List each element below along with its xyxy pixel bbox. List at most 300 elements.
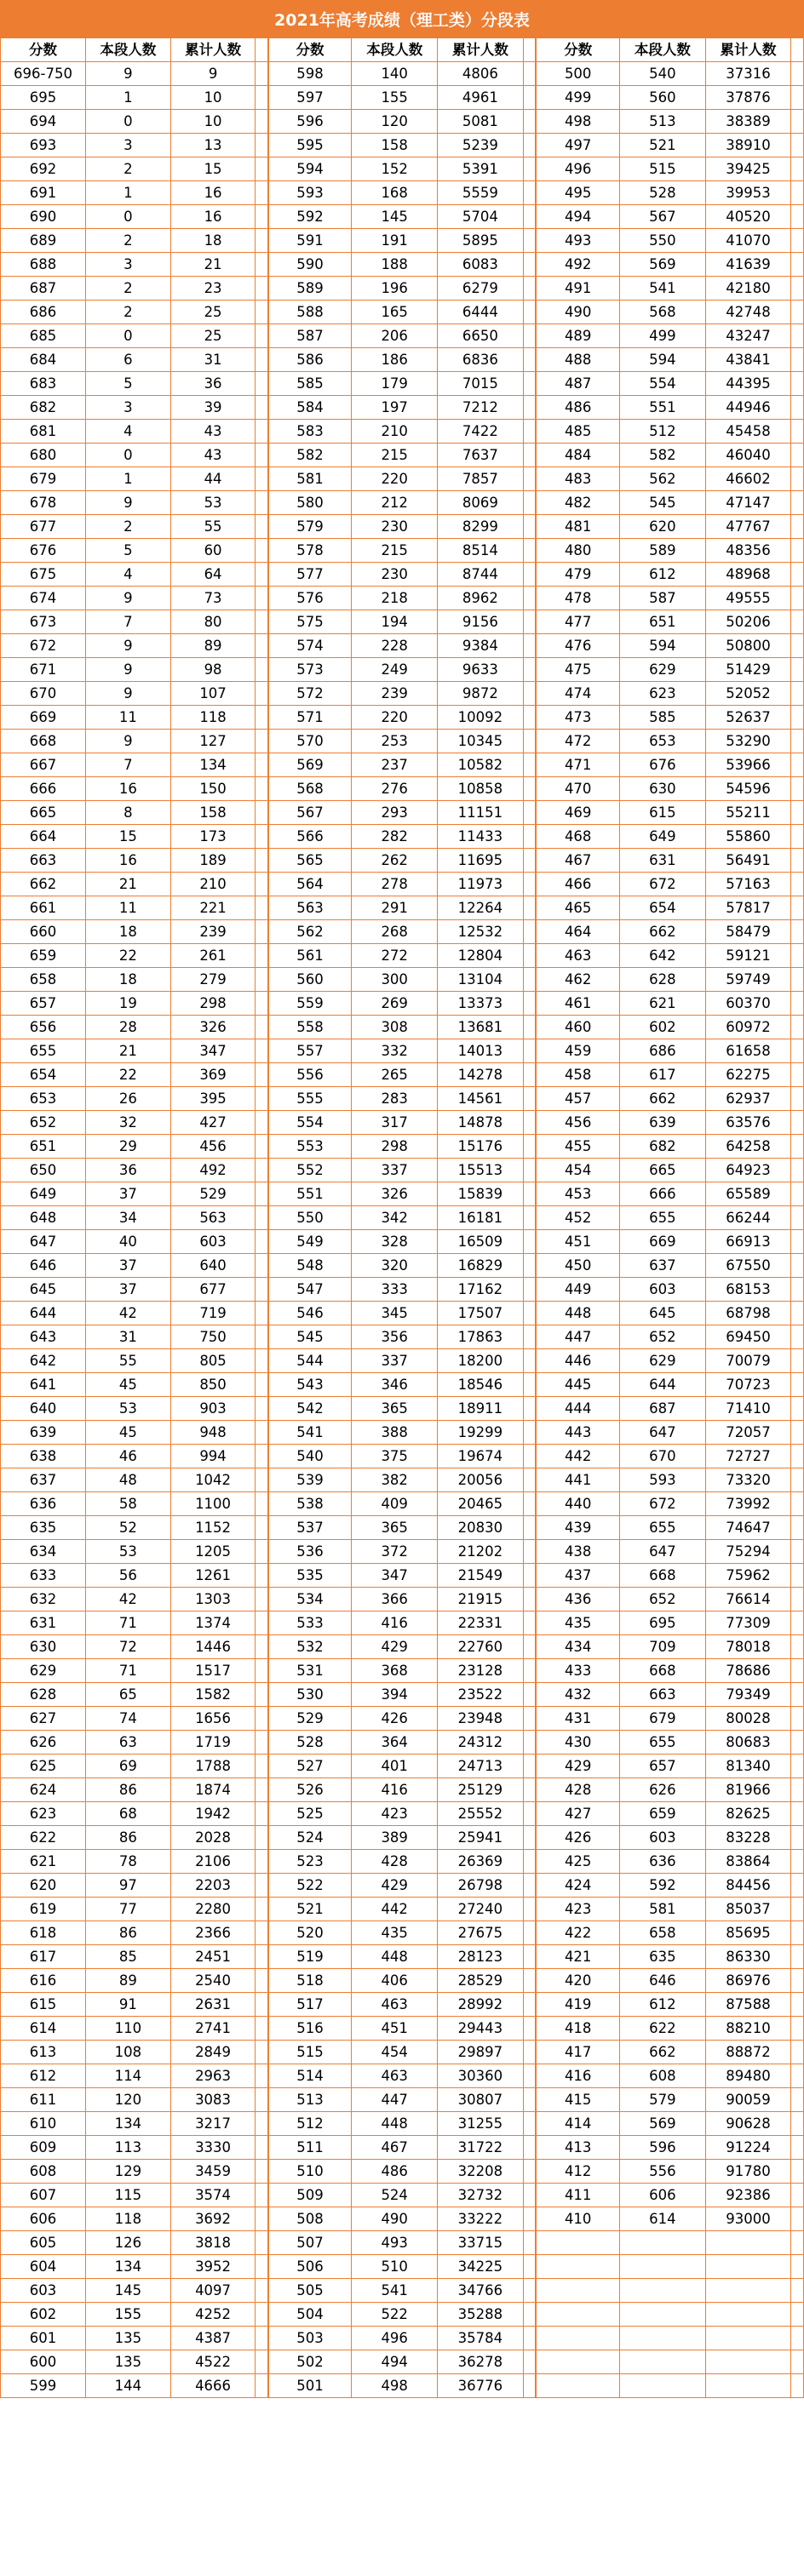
score-cell: 460 [537, 1016, 620, 1039]
score-table-block-1 [0, 37, 268, 2398]
score-cell [537, 2231, 620, 2255]
spacer-cell [256, 896, 267, 920]
table-row [1, 62, 268, 86]
table-row [1, 1016, 268, 1039]
segment-count-cell [620, 2327, 706, 2350]
cumulative-count-cell: 1719 [170, 1731, 256, 1755]
table-row [268, 181, 536, 205]
table-row [268, 1921, 536, 1945]
spacer-cell [256, 1063, 267, 1087]
table-row [1, 444, 268, 467]
score-cell: 507 [268, 2231, 352, 2255]
segment-count-cell: 37 [86, 1278, 171, 1302]
segment-count-cell: 7 [86, 610, 171, 634]
spacer-cell [256, 1230, 267, 1254]
cumulative-count-cell: 21202 [438, 1540, 524, 1564]
segment-count-cell: 36 [86, 1159, 171, 1182]
segment-count-cell: 522 [352, 2303, 438, 2327]
segment-count-cell: 118 [86, 2207, 171, 2231]
segment-count-cell: 4 [86, 563, 171, 587]
table-row [537, 2184, 804, 2207]
spacer-cell [523, 1898, 536, 1921]
spacer-cell [256, 1611, 267, 1635]
score-cell: 477 [537, 610, 620, 634]
score-cell: 485 [537, 420, 620, 444]
spacer-cell [523, 634, 536, 658]
table-row [268, 944, 536, 968]
table-row [1, 1349, 268, 1373]
score-cell [537, 2255, 620, 2279]
cumulative-count-cell: 35784 [438, 2327, 524, 2350]
segment-count-cell: 510 [352, 2255, 438, 2279]
cumulative-count-cell: 456 [170, 1135, 256, 1159]
score-cell: 680 [1, 444, 86, 467]
cumulative-count-cell: 12804 [438, 944, 524, 968]
table-row [1, 2303, 268, 2327]
cumulative-count-cell: 10345 [438, 730, 524, 753]
score-cell: 614 [1, 2017, 86, 2041]
score-cell: 551 [268, 1182, 352, 1206]
spacer-cell [523, 896, 536, 920]
segment-count-cell: 630 [620, 777, 706, 801]
score-cell: 503 [268, 2327, 352, 2350]
score-cell: 444 [537, 1397, 620, 1421]
table-row [268, 992, 536, 1016]
spacer-cell [791, 38, 804, 62]
cumulative-count-cell: 298 [170, 992, 256, 1016]
cumulative-count-cell: 73 [170, 587, 256, 610]
segment-count-cell: 593 [620, 1468, 706, 1492]
table-row [1, 610, 268, 634]
cumulative-count-cell: 16509 [438, 1230, 524, 1254]
segment-count-cell: 347 [352, 1564, 438, 1588]
score-cell: 658 [1, 968, 86, 992]
table-row [537, 920, 804, 944]
segment-count-cell: 18 [86, 920, 171, 944]
cumulative-count-cell: 52052 [705, 682, 791, 706]
spacer-cell [256, 1921, 267, 1945]
spacer-cell [791, 1373, 804, 1397]
cumulative-count-cell: 31255 [438, 2112, 524, 2136]
score-cell: 533 [268, 1611, 352, 1635]
cumulative-count-cell: 15176 [438, 1135, 524, 1159]
spacer-cell [256, 2279, 267, 2303]
spacer-cell [256, 2160, 267, 2184]
spacer-cell [523, 372, 536, 396]
score-cell: 639 [1, 1421, 86, 1445]
column-header: 分数 [268, 38, 352, 62]
table-row [537, 1063, 804, 1087]
table-row [537, 2064, 804, 2088]
spacer-cell [256, 1087, 267, 1111]
segment-count-cell: 120 [86, 2088, 171, 2112]
cumulative-count-cell: 12532 [438, 920, 524, 944]
table-row [537, 610, 804, 634]
table-row [537, 1278, 804, 1302]
cumulative-count-cell: 39425 [705, 157, 791, 181]
cumulative-count-cell [705, 2327, 791, 2350]
table-row [268, 2088, 536, 2112]
spacer-cell [523, 2112, 536, 2136]
table-row [268, 2279, 536, 2303]
score-cell: 538 [268, 1492, 352, 1516]
table-row [537, 1230, 804, 1254]
score-cell: 678 [1, 491, 86, 515]
score-cell: 462 [537, 968, 620, 992]
segment-count-cell: 603 [620, 1826, 706, 1850]
cumulative-count-cell: 1656 [170, 1707, 256, 1731]
score-cell: 612 [1, 2064, 86, 2088]
segment-count-cell: 0 [86, 444, 171, 467]
segment-count-cell: 521 [620, 134, 706, 157]
segment-count-cell: 631 [620, 849, 706, 873]
table-row [268, 1397, 536, 1421]
spacer-cell [791, 1898, 804, 1921]
segment-count-cell: 5 [86, 372, 171, 396]
cumulative-count-cell: 25 [170, 301, 256, 324]
score-table-block-3 [536, 37, 804, 2398]
spacer-cell [791, 86, 804, 110]
score-cell: 481 [537, 515, 620, 539]
segment-count-cell: 594 [620, 634, 706, 658]
segment-count-cell [620, 2231, 706, 2255]
cumulative-count-cell: 83864 [705, 1850, 791, 1874]
spacer-cell [791, 253, 804, 277]
segment-count-cell: 2 [86, 515, 171, 539]
score-cell: 556 [268, 1063, 352, 1087]
spacer-cell [256, 753, 267, 777]
segment-count-cell: 569 [620, 253, 706, 277]
segment-count-cell: 655 [620, 1731, 706, 1755]
segment-count-cell: 463 [352, 2064, 438, 2088]
table-row [1, 467, 268, 491]
table-row [1, 1945, 268, 1969]
score-cell: 501 [268, 2374, 352, 2398]
segment-count-cell: 496 [352, 2327, 438, 2350]
segment-count-cell: 621 [620, 992, 706, 1016]
table-row [268, 753, 536, 777]
spacer-cell [791, 1182, 804, 1206]
spacer-cell [523, 1683, 536, 1707]
spacer-cell [256, 420, 267, 444]
spacer-cell [256, 992, 267, 1016]
segment-count-cell: 658 [620, 1921, 706, 1945]
spacer-cell [523, 1874, 536, 1898]
table-row [537, 205, 804, 229]
score-cell: 690 [1, 205, 86, 229]
score-cell: 661 [1, 896, 86, 920]
cumulative-count-cell: 46040 [705, 444, 791, 467]
segment-count-cell: 644 [620, 1373, 706, 1397]
score-cell: 687 [1, 277, 86, 301]
score-cell: 476 [537, 634, 620, 658]
spacer-cell [256, 2064, 267, 2088]
score-cell: 622 [1, 1826, 86, 1850]
cumulative-count-cell: 2741 [170, 2017, 256, 2041]
table-row [1, 1397, 268, 1421]
table-row [268, 205, 536, 229]
table-row [1, 110, 268, 134]
segment-count-cell: 9 [86, 62, 171, 86]
score-cell: 581 [268, 467, 352, 491]
table-row [537, 825, 804, 849]
segment-count-cell: 300 [352, 968, 438, 992]
spacer-cell [791, 1778, 804, 1802]
table-row [268, 801, 536, 825]
score-cell: 431 [537, 1707, 620, 1731]
segment-count-cell: 695 [620, 1611, 706, 1635]
score-cell [537, 2279, 620, 2303]
score-cell: 660 [1, 920, 86, 944]
cumulative-count-cell: 38389 [705, 110, 791, 134]
spacer-cell [523, 1182, 536, 1206]
spacer-cell [791, 2184, 804, 2207]
table-row [1, 944, 268, 968]
cumulative-count-cell: 5081 [438, 110, 524, 134]
table-row [268, 1159, 536, 1182]
cumulative-count-cell: 2631 [170, 1993, 256, 2017]
cumulative-count-cell: 44395 [705, 372, 791, 396]
cumulative-count-cell: 17507 [438, 1302, 524, 1325]
segment-count-cell: 512 [620, 420, 706, 444]
spacer-cell [523, 1755, 536, 1778]
spacer-cell [523, 348, 536, 372]
cumulative-count-cell: 64258 [705, 1135, 791, 1159]
score-cell: 470 [537, 777, 620, 801]
score-cell: 686 [1, 301, 86, 324]
table-row [268, 515, 536, 539]
cumulative-count-cell: 3574 [170, 2184, 256, 2207]
spacer-cell [256, 396, 267, 420]
spacer-cell [791, 944, 804, 968]
segment-count-cell: 165 [352, 301, 438, 324]
spacer-cell [256, 1540, 267, 1564]
cumulative-count-cell: 85037 [705, 1898, 791, 1921]
spacer-cell [791, 1516, 804, 1540]
spacer-cell [523, 467, 536, 491]
cumulative-count-cell: 4806 [438, 62, 524, 86]
cumulative-count-cell: 9633 [438, 658, 524, 682]
segment-count-cell: 394 [352, 1683, 438, 1707]
score-cell: 621 [1, 1850, 86, 1874]
spacer-cell [256, 62, 267, 86]
table-row [537, 801, 804, 825]
cumulative-count-cell: 61658 [705, 1039, 791, 1063]
table-row [1, 1659, 268, 1683]
segment-count-cell: 9 [86, 491, 171, 515]
table-row [1, 1993, 268, 2017]
segment-count-cell: 0 [86, 205, 171, 229]
spacer-cell [256, 1254, 267, 1278]
column-header: 累计人数 [705, 38, 791, 62]
cumulative-count-cell: 5391 [438, 157, 524, 181]
score-cell: 487 [537, 372, 620, 396]
score-cell: 439 [537, 1516, 620, 1540]
segment-count-cell: 253 [352, 730, 438, 753]
segment-count-cell: 326 [352, 1182, 438, 1206]
table-row [537, 753, 804, 777]
score-cell: 471 [537, 753, 620, 777]
cumulative-count-cell: 10 [170, 86, 256, 110]
table-row [537, 2231, 804, 2255]
cumulative-count-cell: 3083 [170, 2088, 256, 2112]
table-row [1, 515, 268, 539]
score-cell: 500 [537, 62, 620, 86]
cumulative-count-cell: 158 [170, 801, 256, 825]
cumulative-count-cell: 69450 [705, 1325, 791, 1349]
cumulative-count-cell: 84456 [705, 1874, 791, 1898]
spacer-cell [523, 1302, 536, 1325]
table-row [1, 730, 268, 753]
table-row [537, 1898, 804, 1921]
segment-count-cell: 442 [352, 1898, 438, 1921]
table-row [1, 134, 268, 157]
spacer-cell [523, 1921, 536, 1945]
score-cell [537, 2303, 620, 2327]
cumulative-count-cell: 31722 [438, 2136, 524, 2160]
cumulative-count-cell: 14013 [438, 1039, 524, 1063]
table-row [537, 253, 804, 277]
table-row [537, 539, 804, 563]
segment-count-cell: 1 [86, 86, 171, 110]
segment-count-cell: 401 [352, 1755, 438, 1778]
table-row [1, 658, 268, 682]
segment-count-cell: 554 [620, 372, 706, 396]
score-cell: 564 [268, 873, 352, 896]
segment-count-cell: 651 [620, 610, 706, 634]
score-cell: 616 [1, 1969, 86, 1993]
spacer-cell [791, 563, 804, 587]
score-cell: 650 [1, 1159, 86, 1182]
spacer-cell [523, 1254, 536, 1278]
spacer-cell [523, 277, 536, 301]
score-cell: 530 [268, 1683, 352, 1707]
segment-count-cell: 283 [352, 1087, 438, 1111]
segment-count-cell: 269 [352, 992, 438, 1016]
table-row [268, 2160, 536, 2184]
segment-count-cell: 1 [86, 467, 171, 491]
segment-count-cell: 337 [352, 1349, 438, 1373]
segment-count-cell: 320 [352, 1254, 438, 1278]
cumulative-count-cell: 25 [170, 324, 256, 348]
score-cell: 671 [1, 658, 86, 682]
score-cell [537, 2327, 620, 2350]
cumulative-count-cell: 16829 [438, 1254, 524, 1278]
table-row [537, 467, 804, 491]
spacer-cell [256, 1898, 267, 1921]
table-row [1, 1802, 268, 1826]
spacer-cell [523, 157, 536, 181]
segment-count-cell: 416 [352, 1778, 438, 1802]
segment-count-cell: 654 [620, 896, 706, 920]
spacer-cell [256, 1993, 267, 2017]
score-cell: 423 [537, 1898, 620, 1921]
spacer-cell [256, 2374, 267, 2398]
spacer-cell [791, 1540, 804, 1564]
cumulative-count-cell: 13104 [438, 968, 524, 992]
score-cell: 561 [268, 944, 352, 968]
cumulative-count-cell: 54596 [705, 777, 791, 801]
score-table-grid [0, 37, 804, 2398]
score-cell: 567 [268, 801, 352, 825]
table-row [537, 1325, 804, 1349]
spacer-cell [791, 634, 804, 658]
segment-count-cell: 585 [620, 706, 706, 730]
score-cell: 549 [268, 1230, 352, 1254]
cumulative-count-cell: 80683 [705, 1731, 791, 1755]
score-cell: 496 [537, 157, 620, 181]
segment-count-cell: 498 [352, 2374, 438, 2398]
segment-count-cell: 662 [620, 1087, 706, 1111]
table-row [1, 301, 268, 324]
segment-count-cell: 42 [86, 1302, 171, 1325]
cumulative-count-cell: 1100 [170, 1492, 256, 1516]
segment-count-cell: 366 [352, 1588, 438, 1611]
spacer-cell [523, 801, 536, 825]
table-row [268, 1540, 536, 1564]
segment-count-cell: 19 [86, 992, 171, 1016]
table-row [1, 1635, 268, 1659]
spacer-cell [791, 1302, 804, 1325]
segment-count-cell: 9 [86, 730, 171, 753]
segment-count-cell: 490 [352, 2207, 438, 2231]
table-row [1, 491, 268, 515]
cumulative-count-cell: 38910 [705, 134, 791, 157]
segment-count-cell: 568 [620, 301, 706, 324]
cumulative-count-cell: 1374 [170, 1611, 256, 1635]
table-row [1, 277, 268, 301]
score-cell: 652 [1, 1111, 86, 1135]
table-row [268, 920, 536, 944]
score-cell: 528 [268, 1731, 352, 1755]
cumulative-count-cell: 86330 [705, 1945, 791, 1969]
cumulative-count-cell [705, 2350, 791, 2374]
table-row [537, 2350, 804, 2374]
cumulative-count-cell: 529 [170, 1182, 256, 1206]
segment-count-cell: 463 [352, 1993, 438, 2017]
score-cell: 666 [1, 777, 86, 801]
spacer-cell [523, 992, 536, 1016]
score-cell: 692 [1, 157, 86, 181]
score-cell: 664 [1, 825, 86, 849]
spacer-cell [523, 1349, 536, 1373]
score-cell: 420 [537, 1969, 620, 1993]
spacer-cell [791, 706, 804, 730]
segment-count-cell: 515 [620, 157, 706, 181]
segment-count-cell: 556 [620, 2160, 706, 2184]
score-cell: 548 [268, 1254, 352, 1278]
spacer-cell [523, 753, 536, 777]
segment-count-cell: 447 [352, 2088, 438, 2112]
spacer-cell [256, 1421, 267, 1445]
score-cell: 445 [537, 1373, 620, 1397]
score-cell: 574 [268, 634, 352, 658]
cumulative-count-cell: 26369 [438, 1850, 524, 1874]
spacer-cell [791, 682, 804, 706]
segment-count-cell: 16 [86, 849, 171, 873]
cumulative-count-cell: 74647 [705, 1516, 791, 1540]
cumulative-count-cell: 41070 [705, 229, 791, 253]
cumulative-count-cell: 850 [170, 1373, 256, 1397]
spacer-cell [523, 205, 536, 229]
cumulative-count-cell: 90628 [705, 2112, 791, 2136]
cumulative-count-cell [705, 2374, 791, 2398]
segment-count-cell: 65 [86, 1683, 171, 1707]
cumulative-count-cell: 31 [170, 348, 256, 372]
score-cell: 505 [268, 2279, 352, 2303]
segment-count-cell: 356 [352, 1325, 438, 1349]
segment-count-cell: 486 [352, 2160, 438, 2184]
